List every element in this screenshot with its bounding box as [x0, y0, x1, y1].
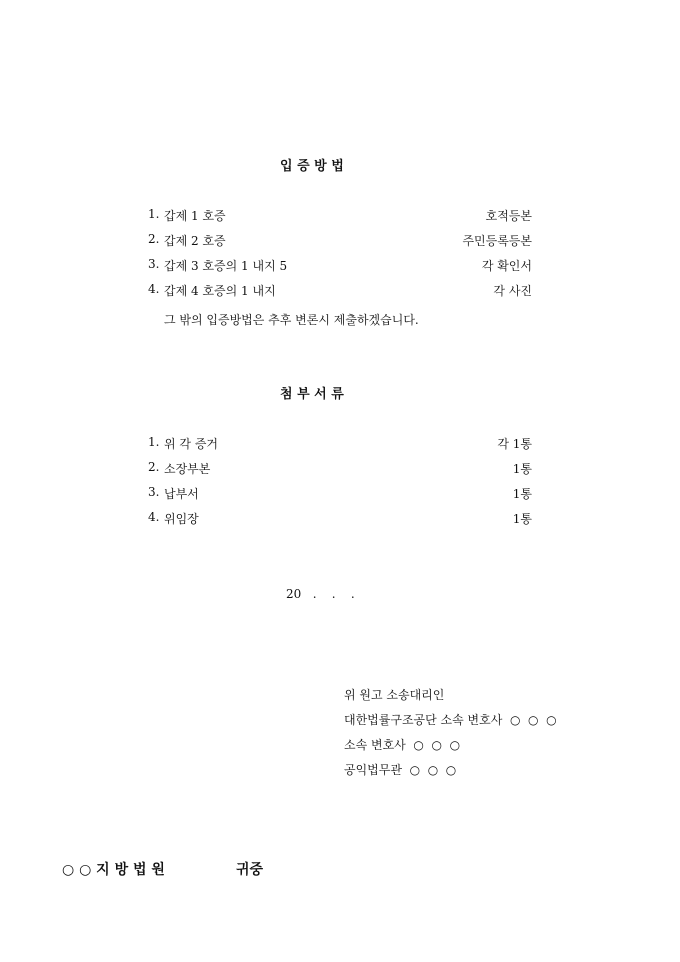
date-line: 20 . . . — [286, 587, 355, 601]
court-name: ○ ○ 지 방 법 원 — [62, 862, 165, 878]
item-number: 1. — [148, 207, 160, 221]
item-label: 갑제 3 호증의 1 내지 5 — [164, 259, 288, 273]
item-document: 주민등록등본 — [462, 234, 532, 248]
signature-line-4: 공익법무관 ○ ○ ○ — [344, 763, 457, 777]
evidence-item-1 — [148, 207, 532, 223]
item-number: 4. — [148, 282, 160, 296]
item-count: 1통 — [512, 512, 532, 526]
item-label: 소장부본 — [164, 462, 211, 476]
item-document: 각 확인서 — [481, 259, 532, 273]
item-document: 호적등본 — [485, 209, 532, 223]
item-number: 2. — [148, 460, 160, 474]
item-count: 1통 — [512, 462, 532, 476]
item-label: 납부서 — [164, 487, 199, 501]
evidence-note: 그 밖의 입증방법은 추후 변론시 제출하겠습니다. — [164, 313, 419, 327]
item-number: 1. — [148, 435, 160, 449]
evidence-item-3 — [148, 257, 532, 273]
item-label: 위임장 — [164, 512, 199, 526]
item-label: 갑제 4 호증의 1 내지 — [164, 284, 276, 298]
evidence-heading: 입 증 방 법 — [280, 159, 344, 174]
item-count: 각 1통 — [497, 437, 532, 451]
court-suffix: 귀중 — [236, 862, 264, 878]
item-number: 3. — [148, 257, 160, 271]
item-number: 2. — [148, 232, 160, 246]
item-label: 갑제 1 호증 — [164, 209, 226, 223]
attachment-item-2 — [148, 460, 532, 476]
item-number: 4. — [148, 510, 160, 524]
evidence-item-2 — [148, 232, 532, 248]
signature-line-2: 대한법률구조공단 소속 변호사 ○ ○ ○ — [344, 713, 557, 727]
evidence-item-4 — [148, 282, 532, 298]
signature-line-1: 위 원고 소송대리인 — [344, 688, 445, 702]
item-document: 각 사진 — [493, 284, 532, 298]
attachment-item-4 — [148, 510, 532, 526]
attachment-item-3 — [148, 485, 532, 501]
attachments-heading: 첨 부 서 류 — [280, 387, 344, 402]
item-count: 1통 — [512, 487, 532, 501]
attachment-item-1 — [148, 435, 532, 451]
signature-line-3: 소속 변호사 ○ ○ ○ — [344, 738, 461, 752]
item-label: 갑제 2 호증 — [164, 234, 226, 248]
item-label: 위 각 증거 — [164, 437, 218, 451]
item-number: 3. — [148, 485, 160, 499]
